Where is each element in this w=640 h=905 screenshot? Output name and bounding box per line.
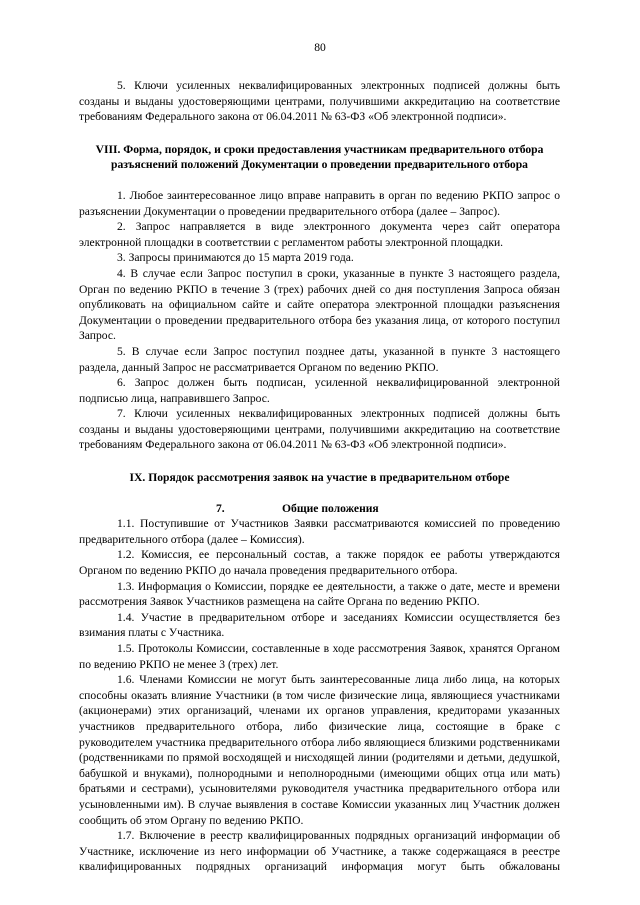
section-viii-paragraph-6: 6. Запрос должен быть подписан, усиленной неквалифицированной электронной подписью лица, направившего Запрос. <box>79 376 560 405</box>
section-viii-paragraph-3: 3. Запросы принимаются до 15 марта 2019 года. <box>117 251 354 265</box>
subsection-heading <box>79 501 560 517</box>
section-viii-paragraph-1: 1. Любое заинтересованное лицо вправе направить в орган по ведению РКПО запрос о разъяснении Документации о проведении предварительного отбора (далее – Запрос). <box>79 188 560 218</box>
section-ix-heading: IX. Порядок рассмотрения заявок на участие в предварительном отборе <box>129 471 510 485</box>
section-ix-paragraph-1-7: 1.7. Включение в реестр квалифицированных подрядных организаций информации об Участнике, исключение из него информации об Участнике, а также содержащаяся в реестре квалифицированных подрядных организаций информация могут быть обжалованы <box>79 829 560 874</box>
section-ix-paragraph-1-6: 1.6. Членами Комиссии не могут быть заинтересованные лица либо лица, на которых способны оказать влияние Участники (в том числе физические лица, являющиеся участниками (акционерами) этих организаций, членами их органов управления, кредиторами указанных участников предварительного отбора, либо физические лица, состоящие в браке с руководителем участника предварительного отбора либо являющиеся близкими родственниками (родственниками по прямой восходящей и нисходящей линии (родителями и детьми, дедушкой, бабушкой и внуками), полнородными и неполнородными (имеющими общих отца или мать) братьями и сестрами), усыновителями руководителя участника предварительного отбора или усыновленными им). В случае выявления в составе Комиссии указанных лиц Участник должен сообщить об этом Органу по ведению РКПО. <box>79 673 560 827</box>
page-content <box>79 78 560 875</box>
intro-paragraph: 5. Ключи усиленных неквалифицированных электронных подписей должны быть созданы и выданы удостоверяющими центрами, получившими аккредитацию на соответствие требованиям Федерального закона от 06.04.2011 № 63-ФЗ «Об электронной подписи». <box>79 79 560 124</box>
section-viii-paragraph-5: 5. В случае если Запрос поступил позднее даты, указанной в пункте 3 настоящего раздела, данный Запрос не рассматривается Органом по ведению РКПО. <box>79 344 560 374</box>
section-ix-paragraph-1-4: 1.4. Участие в предварительном отборе и заседаниях Комиссии осуществляется без взимания платы с Участника. <box>79 610 560 640</box>
section-ix-paragraph-1-1: 1.1. Поступившие от Участников Заявки рассматриваются комиссией по проведению предварительного отбора (далее – Комиссия). <box>79 517 560 546</box>
subsection-title: Общие положения <box>282 501 379 515</box>
section-ix-paragraph-1-5: 1.5. Протоколы Комиссии, составленные в ходе рассмотрения Заявок, хранятся Органом по ведению РКПО не менее 3 (трех) лет. <box>79 642 560 671</box>
page-number: 80 <box>314 41 326 54</box>
subsection-number: 7. <box>216 501 225 515</box>
section-viii-heading-line1: VIII. Форма, порядок, и сроки предоставления участникам предварительного отбора <box>95 142 544 156</box>
section-viii-heading-line2: разъяснений положений Документации о проведении предварительного отбора <box>111 158 528 172</box>
section-viii-paragraph-7: 7. Ключи усиленных неквалифицированных электронных подписей должны быть созданы и выданы удостоверяющими центрами, получившими аккредитацию на соответствие требованиям Федерального закона от 06.04.2011 № 63-ФЗ «Об электронной подписи». <box>79 407 560 452</box>
section-ix-paragraph-1-2: 1.2. Комиссия, ее персональный состав, а также порядок ее работы утверждаются Органом по ведению РКПО до начала проведения предварительного отбора. <box>79 548 560 578</box>
section-viii-paragraph-2: 2. Запрос направляется в виде электронного документа через сайт оператора электронной площадки в соответствии с регламентом работы электронной площадки. <box>79 220 560 249</box>
section-ix-paragraph-1-3: 1.3. Информация о Комиссии, порядке ее деятельности, а также о дате, месте и времени рассмотрения Заявок Участников размещена на сайте Органа по ведению РКПО. <box>79 579 560 609</box>
section-viii-paragraph-4: 4. В случае если Запрос поступил в сроки, указанные в пункте 3 настоящего раздела, Орган по ведению РКПО в течение 3 (трех) рабочих дней со дня поступления Запроса обязан опубликовать на официальном сайте и сайте оператора электронной площадки разъяснения Документации о проведении предварительного отбора без указания лица, от которого поступил Запрос. <box>79 266 560 343</box>
